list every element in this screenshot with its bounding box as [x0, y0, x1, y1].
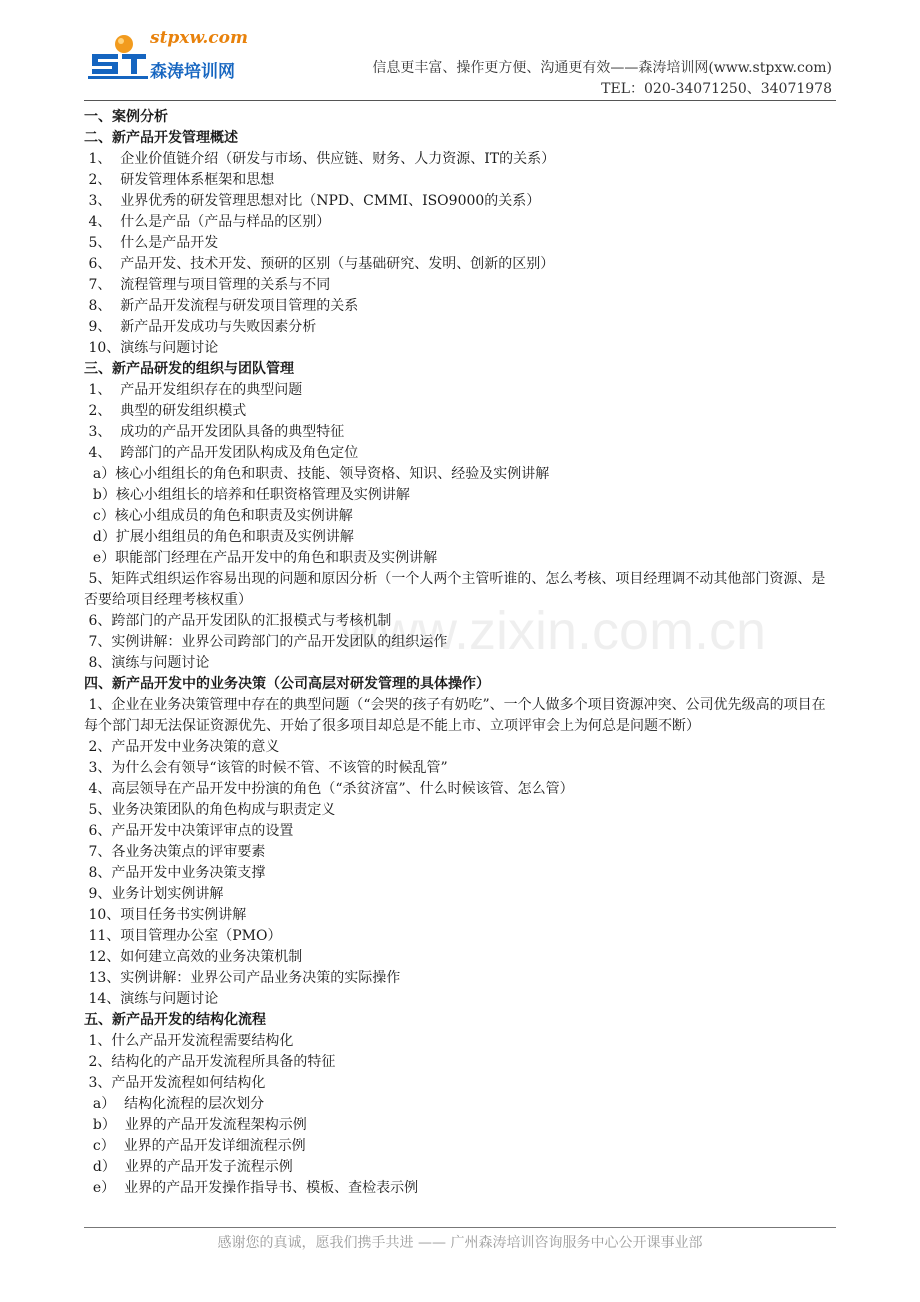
outline-item: 3、 业界优秀的研发管理思想对比（NPD、CMMI、ISO9000的关系）: [84, 193, 541, 209]
outline-item: c） 业界的产品开发详细流程示例: [84, 1138, 306, 1154]
outline-item: 3、为什么会有领导“该管的时候不管、不该管的时候乱管”: [84, 760, 448, 776]
outline-item: 6、 产品开发、技术开发、预研的区别（与基础研究、发明、创新的区别）: [84, 256, 555, 272]
outline-item: 4、高层领导在产品开发中扮演的角色（“杀贫济富”、什么时候该管、怎么管）: [84, 781, 574, 797]
logo-company-name: 森涛培训网: [150, 62, 235, 82]
outline-item: d） 业界的产品开发子流程示例: [84, 1159, 293, 1175]
outline-item: 9、 新产品开发成功与失败因素分析: [84, 319, 317, 335]
outline-item: 2、产品开发中业务决策的意义: [84, 739, 280, 755]
outline-item: 1、什么产品开发流程需要结构化: [84, 1033, 294, 1049]
section-heading: 二、新产品开发管理概述: [84, 130, 238, 146]
section-heading: 四、新产品开发中的业务决策（公司高层对研发管理的具体操作）: [84, 676, 490, 692]
section-heading: 三、新产品研发的组织与团队管理: [84, 361, 294, 377]
outline-item: a） 结构化流程的层次划分: [84, 1096, 265, 1112]
outline-item: 5、矩阵式组织运作容易出现的问题和原因分析（一个人两个主管听谁的、怎么考核、项目经理调不动其他部门资源、是否要给项目经理考核权重）: [84, 571, 826, 608]
stpxw-logo: [88, 26, 258, 86]
outline-item: 10、项目任务书实例讲解: [84, 907, 247, 923]
outline-item: 8、 新产品开发流程与研发项目管理的关系: [84, 298, 359, 314]
outline-item: 4、 什么是产品（产品与样品的区别）: [84, 214, 331, 230]
section-heading: 一、案例分析: [84, 109, 168, 125]
outline-item: 1、 产品开发组织存在的典型问题: [84, 382, 303, 398]
outline-item: a）核心小组组长的角色和职责、技能、领导资格、知识、经验及实例讲解: [84, 466, 550, 482]
section-heading: 五、新产品开发的结构化流程: [84, 1012, 266, 1028]
outline-item: 11、项目管理办公室（PMO）: [84, 928, 282, 944]
outline-item: b）核心小组组长的培养和任职资格管理及实例讲解: [84, 487, 410, 503]
outline-item: 1、 企业价值链介绍（研发与市场、供应链、财务、人力资源、IT的关系）: [84, 151, 556, 167]
outline-item: 13、实例讲解：业界公司产品业务决策的实际操作: [84, 970, 401, 986]
header-divider: [84, 100, 836, 101]
outline-item: 3、 成功的产品开发团队具备的典型特征: [84, 424, 345, 440]
outline-item: 8、产品开发中业务决策支撑: [84, 865, 266, 881]
outline-item: 5、 什么是产品开发: [84, 235, 219, 251]
watermark-text: www.zixin.com.cn: [340, 601, 767, 661]
document-body: [84, 107, 836, 1199]
outline-item: 6、产品开发中决策评审点的设置: [84, 823, 294, 839]
page-header: [0, 0, 920, 104]
outline-item: e） 业界的产品开发操作指导书、模板、查检表示例: [84, 1180, 419, 1196]
outline-item: b） 业界的产品开发流程架构示例: [84, 1117, 307, 1133]
header-slogan: 信息更丰富、操作更方便、沟通更有效——森涛培训网(www.stpxw.com): [372, 60, 832, 76]
outline-item: 2、结构化的产品开发流程所具备的特征: [84, 1054, 336, 1070]
outline-item: 7、各业务决策点的评审要素: [84, 844, 266, 860]
outline-item: 10、演练与问题讨论: [84, 340, 219, 356]
outline-item: e）职能部门经理在产品开发中的角色和职责及实例讲解: [84, 550, 438, 566]
outline-item: c）核心小组成员的角色和职责及实例讲解: [84, 508, 353, 524]
outline-item: 1、企业在业务决策管理中存在的典型问题（“会哭的孩子有奶吃”、一个人做多个项目资源冲突、公司优先级高的项目在每个部门却无法保证资源优先、开始了很多项目却总是不能上市、立项评审会上为何总是问题不断）: [84, 697, 826, 734]
outline-item: 9、业务计划实例讲解: [84, 886, 224, 902]
header-tel: TEL：020-34071250、34071978: [601, 81, 832, 97]
page-footer: 感谢您的真诚，愿我们携手共进 —— 广州森涛培训咨询服务中心公开课事业部: [217, 1235, 703, 1251]
outline-item: 3、产品开发流程如何结构化: [84, 1075, 266, 1091]
outline-item: 12、如何建立高效的业务决策机制: [84, 949, 303, 965]
outline-item: 8、演练与问题讨论: [84, 655, 210, 671]
outline-item: 4、 跨部门的产品开发团队构成及角色定位: [84, 445, 359, 461]
outline-item: 14、演练与问题讨论: [84, 991, 219, 1007]
logo-mark-icon: [88, 34, 150, 82]
outline-item: 2、 典型的研发组织模式: [84, 403, 247, 419]
outline-item: 7、 流程管理与项目管理的关系与不同: [84, 277, 331, 293]
outline-item: 2、 研发管理体系框架和思想: [84, 172, 275, 188]
logo-url-text: stpxw.com: [150, 28, 248, 48]
outline-item: d）扩展小组组员的角色和职责及实例讲解: [84, 529, 354, 545]
footer-divider: [84, 1227, 836, 1228]
outline-item: 5、业务决策团队的角色构成与职责定义: [84, 802, 336, 818]
outline-item: 6、跨部门的产品开发团队的汇报模式与考核机制: [84, 613, 392, 629]
outline-item: 7、实例讲解：业界公司跨部门的产品开发团队的组织运作: [84, 634, 448, 650]
